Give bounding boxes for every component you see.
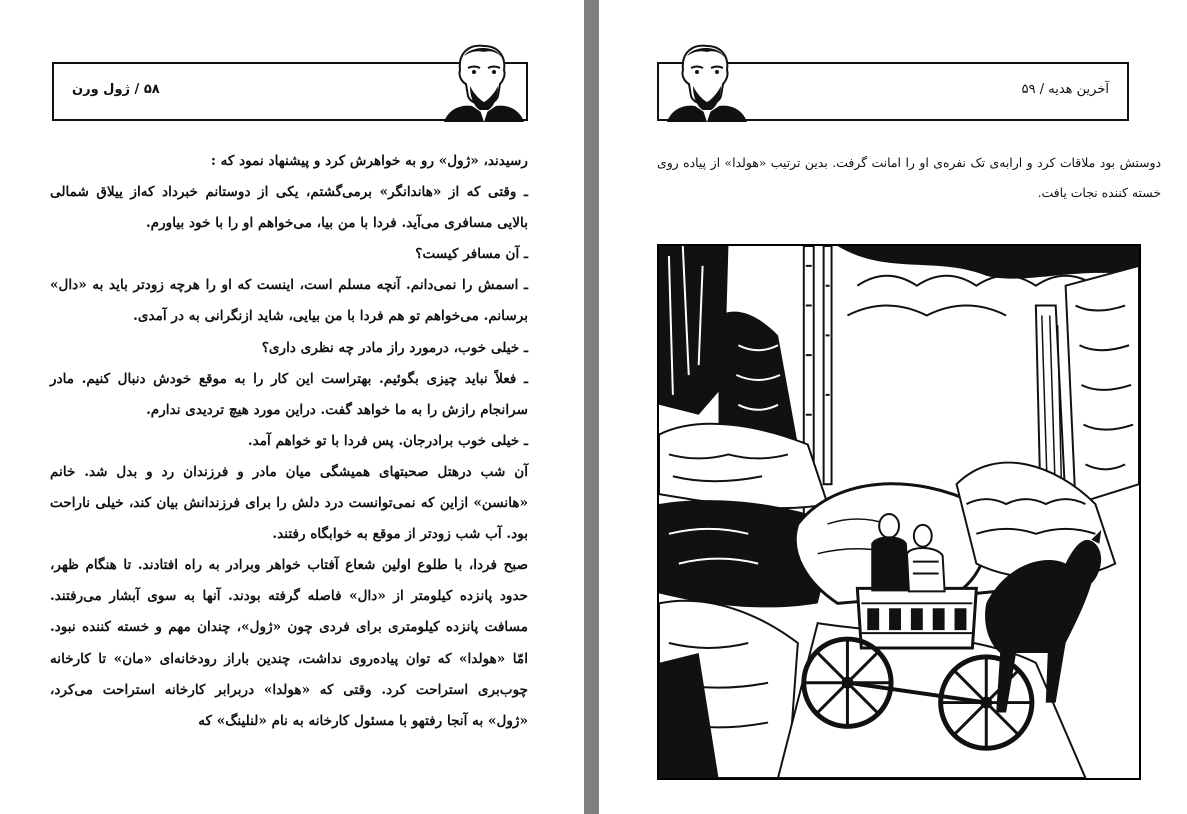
right-page-body: [657, 148, 1161, 208]
jules-verne-portrait-icon: [440, 40, 526, 122]
left-paragraph: ـ خیلی خوب، درمورد راز مادر چه نظری داری؟: [261, 339, 528, 356]
left-paragraph: رسیدند، «ژول» رو به خواهرش کرد و پیشنهاد نمود که :: [210, 153, 528, 169]
left-paragraph: صبح فردا، با طلوع اولین شعاع آفتاب خواهر وبرادر به راه افتادند. تا هنگام ظهر، حدود پانزده کیلومتر از «دال» فاصله گرفته بودند. آنها به سوی آبشار می‌رفتند. مسافت پانزده کیلومتری برای فردی چون «ژول»، چندان مهم و خسته کننده نبود. امّا «هولدا» که توان پیاده‌روی نداشت، چندین باراز رودخانه‌ای «مان» تا کارخانه چوب‌بری استراحت کرد. وقتی که «هولدا» دربرابر کارخانه استراحت می‌کرد، «ژول» به آنجا رفتهو با مسئول کارخانه به نام «لنلینگ» که: [50, 557, 528, 729]
left-paragraph: ـ فعلاً نباید چیزی بگوئیم. بهتراست این کار را به موقع خودش دنبال کنیم. مادر سرانجام رازش را به ما خواهد گفت. دراین مورد هیچ تردیدی ندارم.: [50, 370, 528, 418]
left-paragraph: ـ خیلی خوب برادرجان. پس فردا با تو خواهم آمد.: [247, 432, 528, 449]
right-page-number-title: آخرین هدیه / ۵۹: [1021, 82, 1109, 97]
left-paragraph: آن شب درهتل صحبتهای همیشگی میان مادر و فرزندان رد و بدل شد. خانم «هانسن» ازاین که نمی‌توانست درد دلش را برای فرزندانش بیان کند، خیلی ناراحت بود. آب شب زودتر از موقع به خوابگاه رفتند.: [50, 463, 528, 543]
carriage-illustration: [657, 244, 1141, 780]
left-page: [0, 0, 584, 814]
left-page-body: [50, 146, 528, 737]
left-paragraph: ـ اسمش را نمی‌دانم. آنچه مسلم است، اینست که او را هرچه زودتر باید به «دال» برسانم. می‌خواهم تو هم فردا با من بیایی، شاید ازنگرانی به در آمدی.: [50, 277, 528, 325]
right-paragraph: دوستش بود ملاقات کرد و ارابه‌ی تک نفره‌ی او را امانت گرفت. بدین ترتیب «هولدا» از پیاده روی خسته کننده نجات یافت.: [657, 155, 1161, 200]
left-paragraph: ـ وقتی که از «هاندانگر» برمی‌گشتم، یکی از دوستانم خبرداد که‌از ییلاق شمالی بالایی مسافری می‌آید. فردا با من بیا، می‌خواهم او را با خود بیاورم.: [50, 184, 528, 232]
book-gutter: [584, 0, 599, 814]
jules-verne-portrait-icon: [663, 40, 749, 122]
left-paragraph: ـ آن مسافر کیست؟: [415, 246, 528, 263]
left-page-number-title: ۵۸ / ژول ورن: [72, 82, 160, 97]
